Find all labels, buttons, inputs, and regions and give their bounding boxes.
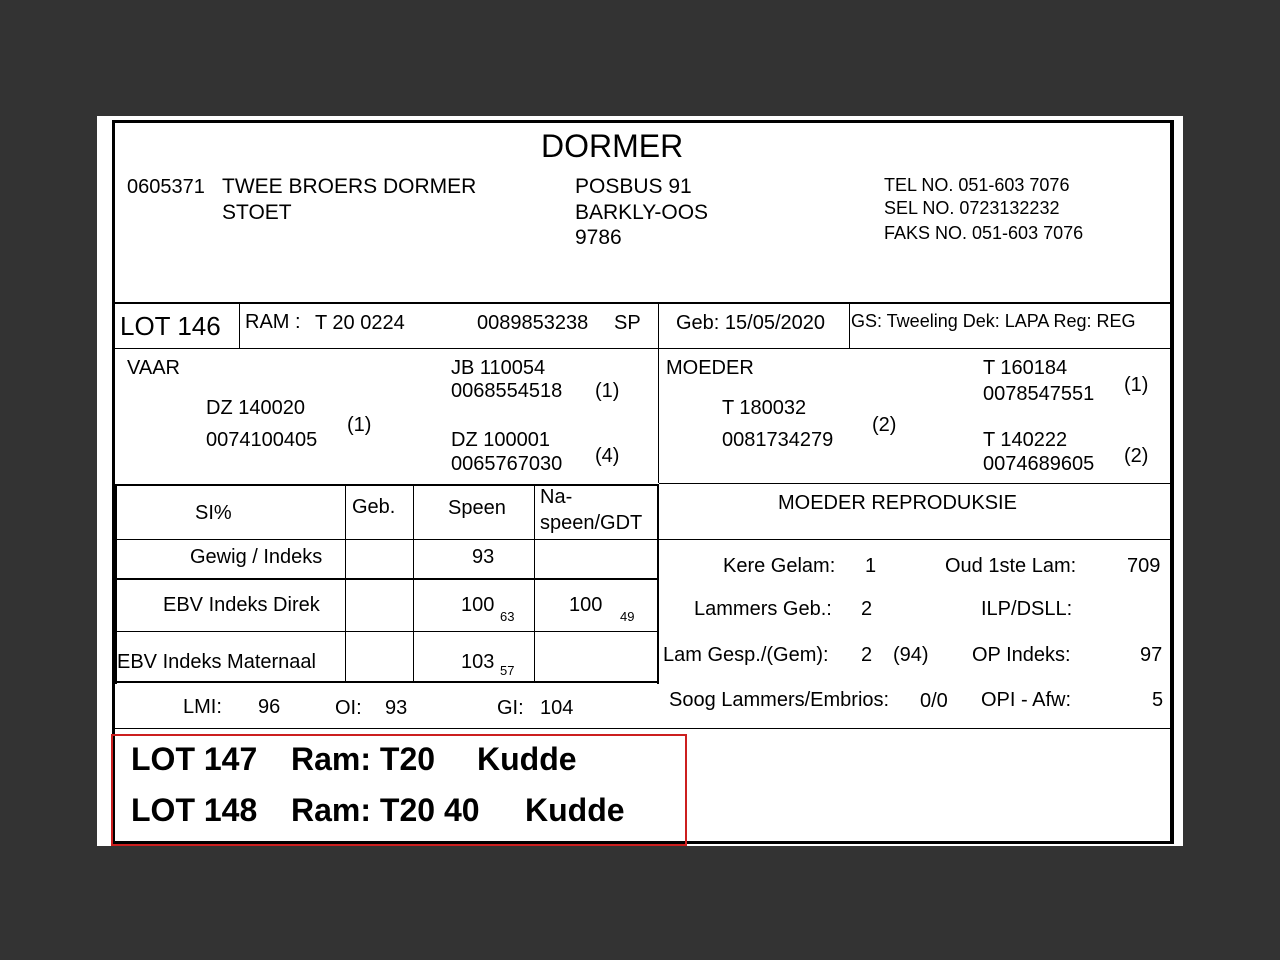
op-indeks-label: OP Indeks: bbox=[972, 644, 1071, 666]
lot-148-ram: Ram: T20 40 bbox=[291, 792, 480, 828]
vaar-dam-number: 0065767030 bbox=[451, 453, 563, 475]
row-direk-naspeen: 100 bbox=[569, 594, 603, 616]
speen-header: Speen bbox=[448, 497, 506, 519]
lammers-geb-label: Lammers Geb.: bbox=[694, 598, 832, 620]
moeder-dam-number: 0074689605 bbox=[983, 453, 1095, 475]
moeder-dam-id: T 140222 bbox=[983, 429, 1068, 451]
oud-lam-value: 709 bbox=[1127, 555, 1161, 577]
row-direk-naspeen-sub: 49 bbox=[620, 609, 635, 624]
lmi-value: 96 bbox=[258, 696, 281, 718]
lot-148-kudde: Kudde bbox=[525, 792, 625, 828]
row-gewig-speen: 93 bbox=[472, 546, 495, 568]
member-number: 0605371 bbox=[127, 176, 205, 198]
opi-afw-value: 5 bbox=[1152, 689, 1164, 711]
divider bbox=[849, 303, 850, 348]
reproduksie-title: MOEDER REPRODUKSIE bbox=[778, 492, 1017, 514]
birth-date: Geb: 15/05/2020 bbox=[676, 312, 826, 334]
row-direk-speen: 100 bbox=[461, 594, 495, 616]
moeder-sire-id: T 160184 bbox=[983, 357, 1068, 379]
stud-name-line2: STOET bbox=[222, 201, 292, 224]
row-maternaal-label: EBV Indeks Maternaal bbox=[117, 651, 316, 673]
vaar-dam-id: DZ 100001 bbox=[451, 429, 550, 451]
faks-number: FAKS NO. 051-603 7076 bbox=[884, 223, 1084, 243]
address-line3: 9786 bbox=[575, 226, 622, 249]
divider bbox=[239, 303, 240, 348]
divider bbox=[345, 485, 346, 682]
si-header: SI% bbox=[195, 502, 232, 524]
divider bbox=[534, 485, 535, 682]
soog-lammers-value: 0/0 bbox=[920, 690, 948, 712]
vaar-sire-count: (1) bbox=[595, 380, 620, 402]
lam-gesp-gem: (94) bbox=[893, 644, 929, 666]
moeder-id: T 180032 bbox=[722, 397, 807, 419]
divider bbox=[659, 483, 1172, 484]
divider bbox=[657, 484, 659, 684]
stud-name-line1: TWEE BROERS DORMER bbox=[222, 175, 477, 198]
breed-title: DORMER bbox=[541, 128, 684, 164]
lammers-geb-value: 2 bbox=[861, 598, 873, 620]
vaar-number: 0074100405 bbox=[206, 429, 318, 451]
lot-label: LOT 146 bbox=[120, 311, 221, 341]
ram-reg-number: 0089853238 bbox=[477, 312, 589, 334]
row-direk-speen-sub: 63 bbox=[500, 609, 515, 624]
divider bbox=[115, 681, 659, 683]
op-indeks-value: 97 bbox=[1140, 644, 1163, 666]
divider bbox=[115, 631, 659, 632]
ilp-dsll-label: ILP/DSLL: bbox=[981, 598, 1073, 620]
vaar-sire-number: 0068554518 bbox=[451, 380, 563, 402]
divider bbox=[115, 348, 1172, 349]
divider bbox=[413, 485, 414, 682]
geb-header: Geb. bbox=[352, 496, 396, 518]
oud-lam-label: Oud 1ste Lam: bbox=[945, 555, 1077, 577]
oi-value: 93 bbox=[385, 697, 408, 719]
ram-id: T 20 0224 bbox=[315, 312, 405, 334]
vaar-id: DZ 140020 bbox=[206, 397, 305, 419]
kere-gelam-value: 1 bbox=[865, 555, 877, 577]
lot-147-label: LOT 147 bbox=[131, 741, 258, 777]
opi-afw-label: OPI - Afw: bbox=[981, 689, 1072, 711]
sel-number: SEL NO. 0723132232 bbox=[884, 198, 1060, 218]
moeder-count: (2) bbox=[872, 414, 897, 436]
divider bbox=[115, 539, 1172, 540]
naspeen-header-line1: Na- bbox=[540, 486, 573, 508]
tel-number: TEL NO. 051-603 7076 bbox=[884, 175, 1070, 195]
lot-147-kudde: Kudde bbox=[477, 741, 577, 777]
ram-grade: SP bbox=[614, 312, 641, 334]
lam-gesp-label: Lam Gesp./(Gem): bbox=[663, 644, 829, 666]
lot-148-label: LOT 148 bbox=[131, 792, 258, 828]
row-direk-label: EBV Indeks Direk bbox=[163, 594, 320, 616]
ram-label: RAM : bbox=[245, 311, 301, 333]
moeder-label: MOEDER bbox=[666, 357, 754, 379]
vaar-count: (1) bbox=[347, 414, 372, 436]
row-gewig-label: Gewig / Indeks bbox=[190, 546, 323, 568]
row-maternaal-speen-sub: 57 bbox=[500, 663, 515, 678]
lot-147-ram: Ram: T20 bbox=[291, 741, 436, 777]
kere-gelam-label: Kere Gelam: bbox=[723, 555, 836, 577]
address-line2: BARKLY-OOS bbox=[575, 201, 709, 224]
lam-gesp-value: 2 bbox=[861, 644, 873, 666]
moeder-sire-number: 0078547551 bbox=[983, 383, 1095, 405]
divider bbox=[115, 302, 1172, 304]
lot-details: GS: Tweeling Dek: LAPA Reg: REG bbox=[851, 311, 1136, 331]
moeder-number: 0081734279 bbox=[722, 429, 834, 451]
soog-lammers-label: Soog Lammers/Embrios: bbox=[669, 689, 890, 711]
vaar-sire-id: JB 110054 bbox=[451, 357, 546, 379]
divider bbox=[115, 578, 659, 580]
vaar-label: VAAR bbox=[127, 357, 180, 379]
oi-label: OI: bbox=[335, 697, 362, 719]
moeder-dam-count: (2) bbox=[1124, 445, 1149, 467]
row-maternaal-speen: 103 bbox=[461, 651, 495, 673]
moeder-sire-count: (1) bbox=[1124, 374, 1149, 396]
gi-value: 104 bbox=[540, 697, 574, 719]
address-line1: POSBUS 91 bbox=[575, 175, 692, 198]
lmi-label: LMI: bbox=[183, 696, 222, 718]
divider bbox=[115, 728, 1172, 729]
vaar-dam-count: (4) bbox=[595, 445, 620, 467]
naspeen-header-line2: speen/GDT bbox=[540, 512, 643, 534]
gi-label: GI: bbox=[497, 697, 524, 719]
divider bbox=[658, 303, 659, 483]
divider bbox=[115, 484, 659, 486]
